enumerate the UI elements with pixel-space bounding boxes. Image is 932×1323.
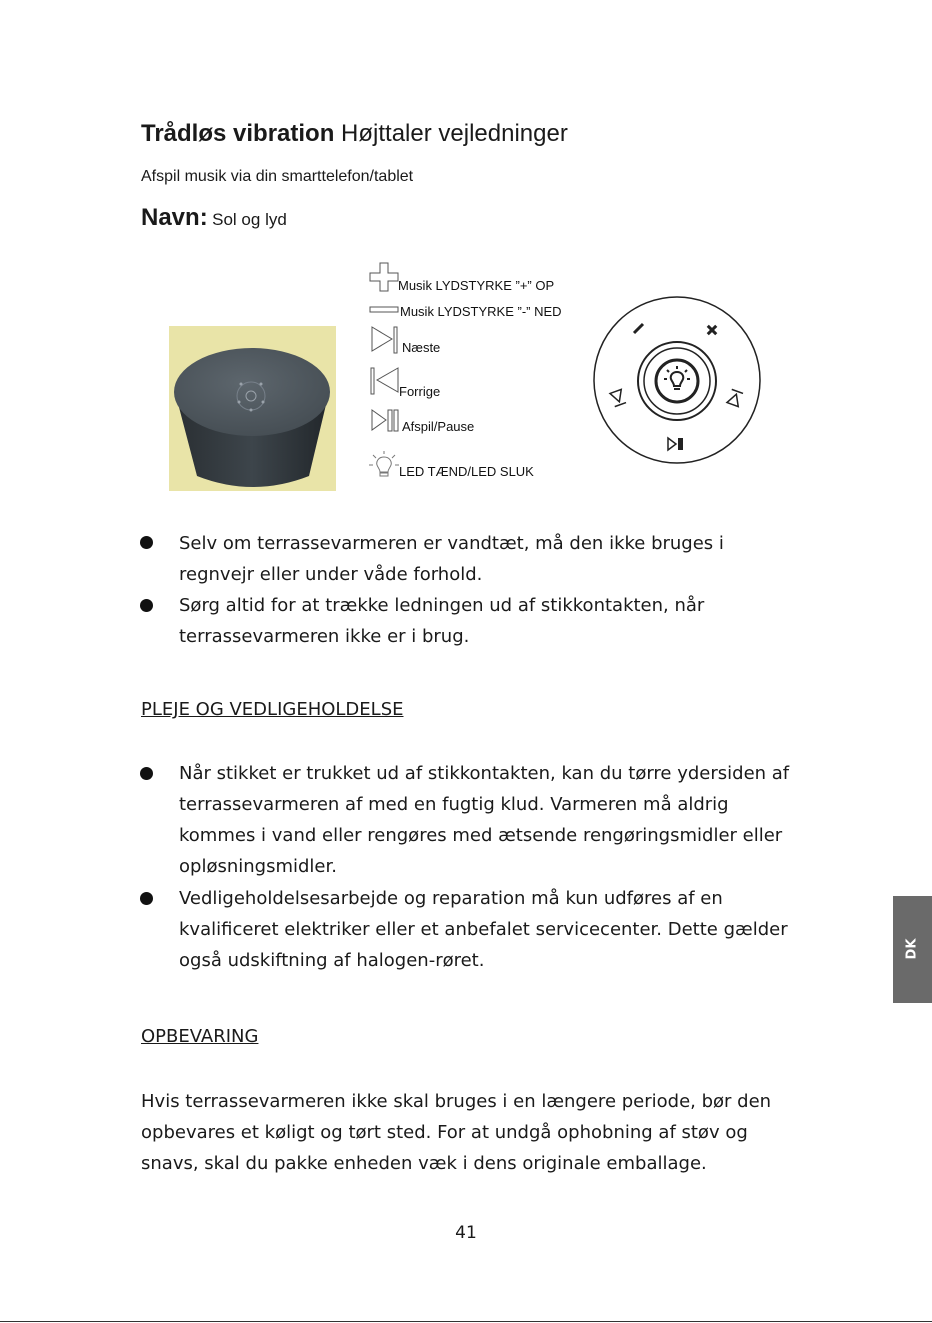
bullet-dot xyxy=(140,767,153,780)
prev-icon xyxy=(370,366,400,396)
bullet-dot xyxy=(140,892,153,905)
bullet-dot xyxy=(140,536,153,549)
name-value: Sol og lyd xyxy=(212,210,287,229)
storage-paragraph: Hvis terrassevarmeren ikke skal bruges i en længere periode, bør den opbevares et køligt og tørt sted. For at undgå ophobning af støv og snavs, skal du pakke enheden væk i dens originale emballage. xyxy=(141,1091,772,1174)
language-tab-label: DK xyxy=(904,938,920,960)
lightbulb-icon xyxy=(368,450,400,480)
name-label: Navn: xyxy=(141,204,208,231)
section-heading-storage: OPBEVARING xyxy=(141,1026,259,1047)
control-panel-diagram xyxy=(592,295,762,465)
minus-icon xyxy=(369,306,399,314)
legend-led: LED TÆND/LED SLUK xyxy=(399,464,534,479)
list-item: Når stikket er trukket ud af stikkontakten, kan du tørre ydersiden af terrassevarmeren af med en fugtig klud. Varmeren må aldrig kommes i vand eller rengøres med ætsende rengøringsmidler eller opløsningsmidler. xyxy=(179,763,790,877)
page-number: 41 xyxy=(455,1223,477,1243)
product-name xyxy=(141,204,287,232)
page-title xyxy=(141,120,568,148)
list-item: Selv om terrassevarmeren er vandtæt, må den ikke bruges i regnvejr eller under våde forhold. xyxy=(179,533,724,585)
bullet-dot xyxy=(140,599,153,612)
legend-vol-up: Musik LYDSTYRKE ”+” OP xyxy=(398,278,555,293)
section-heading-care: PLEJE OG VEDLIGEHOLDELSE xyxy=(141,699,404,720)
title-bold: Trådløs vibration xyxy=(141,120,335,147)
language-tab xyxy=(893,896,932,1003)
subtitle: Afspil musik via din smarttelefon/tablet xyxy=(141,168,414,185)
legend-vol-down: Musik LYDSTYRKE ”-” NED xyxy=(400,304,562,319)
title-rest: Højttaler vejledninger xyxy=(341,120,568,147)
bottom-rule xyxy=(0,1321,932,1322)
next-icon xyxy=(370,325,400,355)
legend-next: Næste xyxy=(402,340,441,355)
legend-play: Afspil/Pause xyxy=(402,419,475,434)
list-item: Sørg altid for at trække ledningen ud af stikkontakten, når terrassevarmeren ikke er i brug. xyxy=(179,595,705,647)
legend-prev: Forrige xyxy=(399,384,441,399)
play-pause-icon xyxy=(370,408,402,434)
speaker-photo xyxy=(169,326,336,491)
plus-icon xyxy=(369,262,399,292)
list-item: Vedligeholdelsesarbejde og reparation må kun udføres af en kvalificeret elektriker eller et anbefalet servicecenter. Dette gælder også udskiftning af halogen-røret. xyxy=(179,888,788,971)
